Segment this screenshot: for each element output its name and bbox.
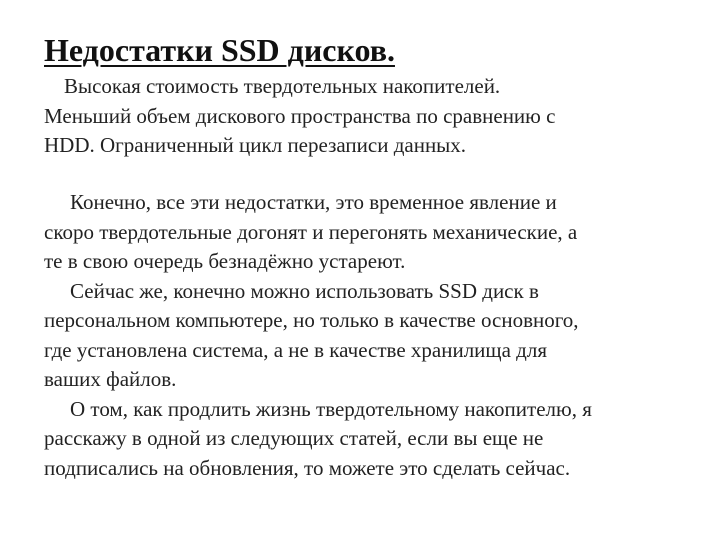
text-line: Меньший объем дискового пространства по сравнению с: [44, 103, 556, 128]
text-line: О том, как продлить жизнь твердотельному накопителю, я: [70, 396, 592, 421]
slide-title: Недостатки SSD дисков.: [44, 32, 395, 68]
text-line: Высокая стоимость твердотельных накопителей.: [64, 74, 501, 98]
text-line: расскажу в одной из следующих статей, если вы еще не: [44, 426, 544, 450]
text-line: Сейчас же, конечно можно использовать SSD диск в: [70, 278, 539, 303]
text-line: где установлена система, а не в качестве хранилища для: [44, 337, 547, 362]
text-line: ваших файлов.: [44, 367, 177, 391]
text-line: те в свою очередь безнадёжно устареют.: [44, 249, 406, 273]
text-line: подписались на обновления, то можете это сделать сейчас.: [44, 455, 571, 480]
text-line: персональном компьютере, но только в качестве основного,: [44, 308, 579, 332]
paragraph-drawbacks: [44, 72, 704, 161]
text-line: HDD. Ограниченный цикл перезаписи данных.: [44, 133, 467, 157]
text-line: скоро твердотельные догонят и перегонять механические, а: [44, 219, 578, 244]
paragraph-conclusion: [44, 188, 704, 483]
text-line: Конечно, все эти недостатки, это временное явление и: [70, 190, 557, 214]
